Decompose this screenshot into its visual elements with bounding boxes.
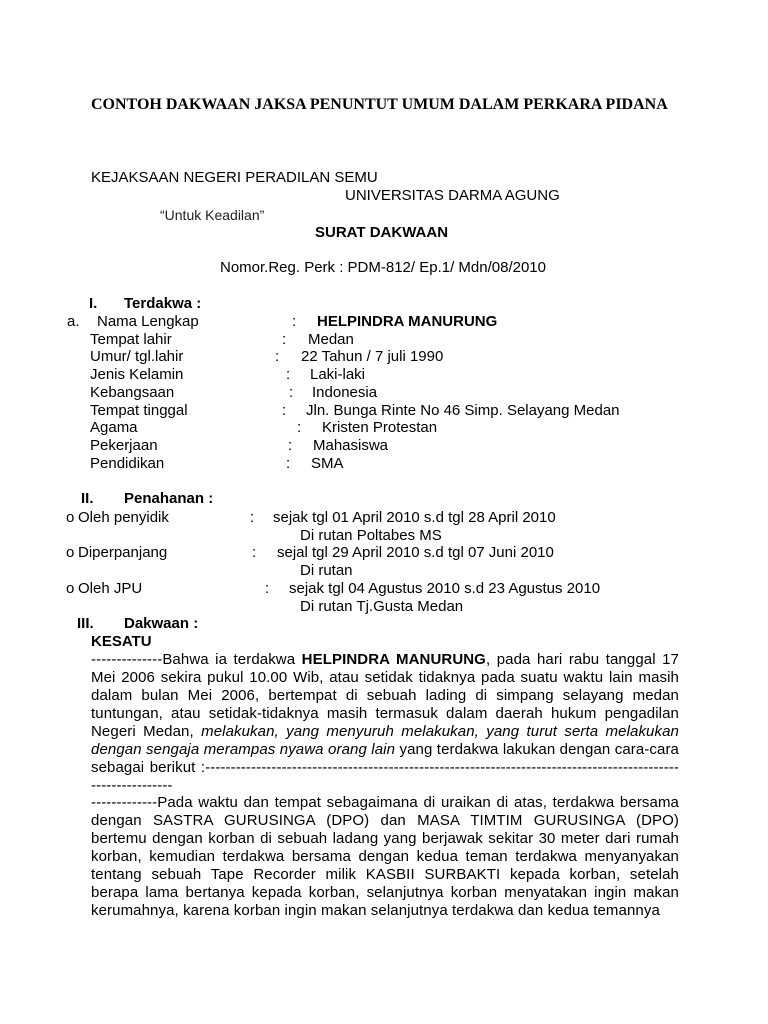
list-marker-a: a.: [67, 313, 80, 330]
field-colon: :: [286, 366, 291, 383]
bullet-marker: o: [66, 544, 75, 561]
field-label: Nama Lengkap: [97, 313, 199, 330]
field-value: 22 Tahun / 7 juli 1990: [301, 348, 444, 365]
field-value: Jln. Bunga Rinte No 46 Simp. Selayang Medan: [306, 402, 620, 419]
detention-period: sejal tgl 29 April 2010 s.d tgl 07 Juni 2010: [277, 544, 554, 561]
registration-number: Nomor.Reg. Perk : PDM-812/ Ep.1/ Mdn/08/2010: [220, 259, 546, 276]
field-value: SMA: [311, 455, 344, 472]
paragraph-2-text: -------------Pada waktu dan tempat sebagaimana di uraikan di atas, terdakwa bersama dengan SASTRA GURUSINGA (DPO) dan MASA TIMTIM GURUSINGA (DPO) bertemu dengan korban di sebuah ladang yang berjawak sekitar 30 meter dari rumah korban, kemudian terdakwa bersama dengan kedua teman terdakwa menyanyakan tentang sebuah Tape Recorder milik KASBII SURBAKTI kepada korban, setelah berapa lama bertanya kepada korban, selanjutnya korban menyatakan ingin makan kerumahnya, karena korban ingin makan selanjutnya terdakwa dan kedua temannya: [91, 794, 679, 919]
detention-period: sejak tgl 04 Agustus 2010 s.d 23 Agustus 2010: [289, 580, 601, 597]
section-penahanan-number: II.: [81, 490, 94, 507]
field-colon: :: [282, 402, 287, 419]
institution-line: KEJAKSAAN NEGERI PERADILAN SEMU: [91, 169, 378, 186]
slogan: “Untuk Keadilan”: [160, 207, 265, 223]
detention-label: Diperpanjang: [78, 544, 168, 561]
field-value: HELPINDRA MANURUNG: [317, 313, 498, 330]
detention-colon: :: [252, 544, 257, 561]
document-title: CONTOH DAKWAAN JAKSA PENUNTUT UMUM DALAM PERKARA PIDANA: [91, 96, 668, 113]
section-terdakwa-title: Terdakwa :: [124, 295, 202, 312]
field-colon: :: [292, 313, 297, 330]
bullet-marker: o: [66, 509, 75, 526]
field-value: Medan: [308, 331, 354, 348]
section-terdakwa-number: I.: [89, 295, 98, 312]
field-label: Pekerjaan: [90, 437, 158, 454]
field-value: Kristen Protestan: [322, 419, 438, 436]
section-penahanan-title: Penahanan :: [124, 490, 214, 507]
field-value: Mahasiswa: [313, 437, 389, 454]
detention-place: Di rutan Poltabes MS: [300, 527, 442, 544]
section-dakwaan-number: III.: [77, 615, 94, 632]
field-colon: :: [282, 331, 287, 348]
charge-kesatu: KESATU: [91, 633, 152, 650]
paragraph-1-text: --------------Bahwa ia terdakwa: [91, 651, 302, 668]
field-value: Indonesia: [312, 384, 378, 401]
detention-colon: :: [250, 509, 255, 526]
detention-colon: :: [265, 580, 270, 597]
field-label: Jenis Kelamin: [90, 366, 184, 383]
section-dakwaan-title: Dakwaan :: [124, 615, 199, 632]
paragraph-2: [91, 794, 679, 920]
detention-place: Di rutan: [300, 562, 353, 579]
paragraph-1-text: yang terdakwa lakukan dengan cara-cara sebagai berikut :-------------------------------------------------------------------------------------------------------------: [91, 741, 679, 794]
field-colon: :: [286, 455, 291, 472]
bullet-marker: o: [66, 580, 75, 597]
paragraph-1: [91, 651, 679, 795]
field-colon: :: [288, 437, 293, 454]
paragraph-1-text: , pada hari rabu tanggal 17 Mei 2006 sekira pukul 10.00 Wib, atau setidak tidaknya pada suatu waktu lain masih dalam bulan Mei 2006, bertempat di sebuah lading di simpang selayang medan tuntungan, atau setidak-tidaknya masih termasuk dalam daerah hukum pengadilan Negeri Medan,: [91, 651, 679, 740]
field-label: Pendidikan: [90, 455, 165, 472]
field-label: Kebangsaan: [90, 384, 175, 401]
paragraph-1-italic: melakukan, yang menyuruh melakukan, yang turut serta melakukan dengan sengaja merampas nyawa orang lain: [91, 723, 679, 758]
detention-label: Oleh JPU: [78, 580, 143, 597]
detention-label: Oleh penyidik: [78, 509, 169, 526]
document-heading: SURAT DAKWAAN: [315, 224, 449, 241]
field-value: Laki-laki: [310, 366, 366, 383]
field-label: Agama: [90, 419, 138, 436]
field-colon: :: [275, 348, 280, 365]
field-colon: :: [289, 384, 294, 401]
field-label: Umur/ tgl.lahir: [90, 348, 184, 365]
defendant-name: HELPINDRA MANURUNG: [301, 651, 486, 668]
university-line: UNIVERSITAS DARMA AGUNG: [345, 187, 560, 204]
detention-place: Di rutan Tj.Gusta Medan: [300, 598, 464, 615]
detention-period: sejak tgl 01 April 2010 s.d tgl 28 April 2010: [273, 509, 556, 526]
field-colon: :: [297, 419, 302, 436]
field-label: Tempat tinggal: [90, 402, 188, 419]
field-label: Tempat lahir: [90, 331, 172, 348]
